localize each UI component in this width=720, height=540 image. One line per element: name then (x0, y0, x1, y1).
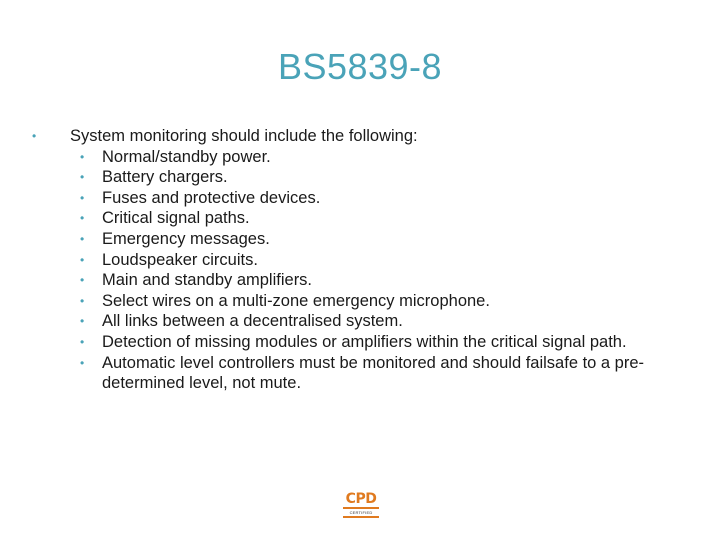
sub-bullet (30, 229, 700, 250)
sub-bullet-text: Automatic level controllers must be monitored and should failsafe to a pre-determined level, not mute. (102, 353, 645, 393)
cpd-logo-tagline: CERTIFIED (349, 510, 373, 515)
sub-bullet-text: Critical signal paths. (102, 209, 250, 228)
bullet-icon: • (80, 314, 85, 329)
sub-bullet (30, 208, 700, 229)
main-bullet-text: System monitoring should include the following: (70, 127, 418, 145)
bullet-icon: • (80, 170, 85, 185)
sub-bullet-text: All links between a decentralised system. (102, 312, 403, 331)
bullet-icon: • (80, 293, 85, 308)
sub-bullet (30, 270, 700, 291)
bullet-icon: • (80, 231, 85, 246)
sub-bullet-text: Loudspeaker circuits. (102, 250, 258, 269)
sub-bullet-text: Main and standby amplifiers. (102, 271, 313, 290)
bullet-list (30, 126, 700, 394)
bullet-icon: • (80, 273, 85, 288)
sub-bullet (30, 353, 700, 394)
sub-bullet (30, 188, 700, 209)
slide-title: BS5839-8 (277, 46, 443, 87)
bullet-icon: • (80, 190, 85, 205)
cpd-logo-mark: CPD (345, 491, 377, 507)
sub-bullet (30, 147, 700, 168)
bullet-icon: • (32, 129, 37, 143)
logo-divider (343, 507, 379, 509)
sub-bullet (30, 332, 700, 353)
sub-bullet (30, 250, 700, 271)
sub-bullet (30, 167, 700, 188)
bullet-icon: • (80, 211, 85, 226)
cpd-logo (339, 492, 383, 528)
bullet-icon: • (80, 355, 85, 370)
bullet-icon: • (80, 149, 85, 164)
sub-bullet (30, 291, 700, 312)
sub-bullet (30, 311, 700, 332)
sub-bullet-text: Normal/standby power. (102, 147, 271, 166)
sub-bullet-text: Battery chargers. (102, 168, 228, 187)
sub-bullet-text: Select wires on a multi-zone emergency microphone. (102, 291, 490, 310)
main-bullet (30, 126, 700, 147)
bullet-icon: • (80, 334, 85, 349)
logo-divider (343, 516, 379, 518)
sub-bullet-text: Fuses and protective devices. (102, 188, 321, 207)
sub-bullet-text: Emergency messages. (102, 229, 270, 248)
bullet-icon: • (80, 252, 85, 267)
sub-bullet-text: Detection of missing modules or amplifiers within the critical signal path. (102, 332, 627, 351)
